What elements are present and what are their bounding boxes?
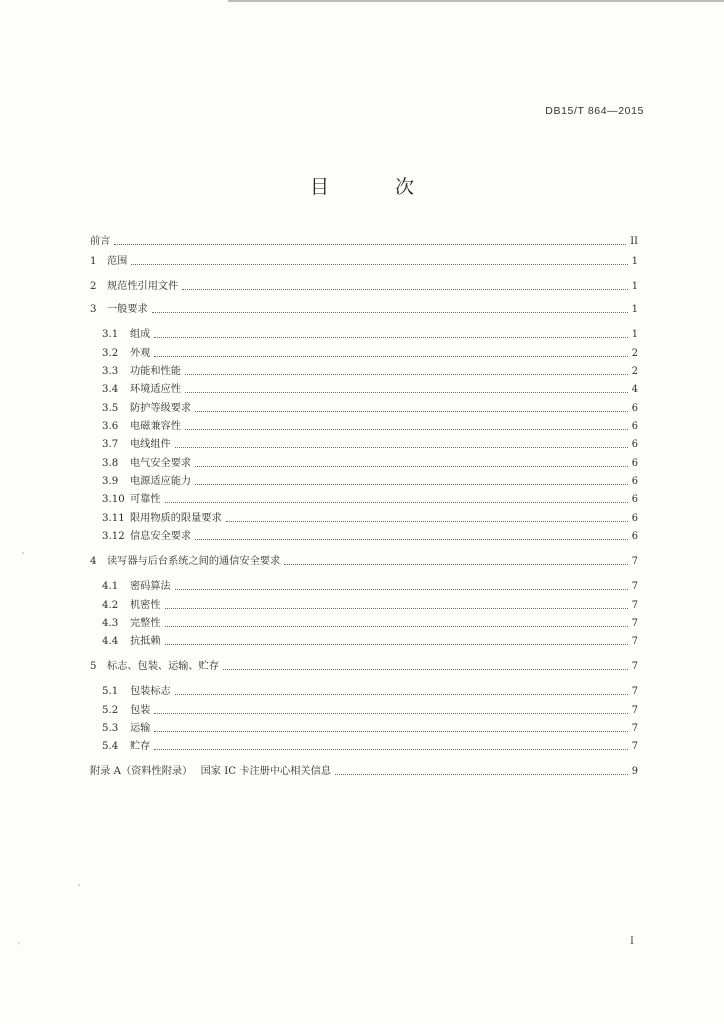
toc-row[interactable] [102,433,638,451]
toc-leader-dots [175,694,628,695]
toc-section-number: 5 [90,661,97,672]
toc-page-number: 7 [631,581,638,592]
toc-leader-dots [165,608,628,609]
toc-page-number: 7 [631,705,638,716]
toc-row[interactable] [102,699,638,717]
toc-page-number: 2 [631,366,638,377]
toc-row[interactable] [102,452,638,470]
toc-leader-dots [175,447,628,448]
toc-entry-label: 电线组件 [130,439,171,450]
toc-section-number: 3.3 [102,366,119,377]
toc-entry-label: 标志、包装、运输、贮存 [107,661,220,672]
toc-page-number: 1 [631,329,638,340]
toc-entry-label: 前言 [90,236,111,247]
toc-page-number: 6 [631,476,638,487]
toc-row[interactable] [102,612,638,630]
toc-section-number: 3.8 [102,458,119,469]
toc-row[interactable] [102,397,638,415]
toc-entry-label: 完整性 [130,618,161,629]
toc-row[interactable] [90,230,638,248]
toc-page-number: 7 [631,556,638,567]
toc-row[interactable] [90,760,638,778]
toc-row[interactable] [90,298,638,316]
toc-leader-dots [154,749,627,750]
toc-section-number: 4.3 [102,618,119,629]
toc-entry-label: 附录 A（资料性附录） 国家 IC 卡注册中心相关信息 [90,766,331,777]
toc-section-number: 2 [90,281,97,292]
toc-section-number: 3.9 [102,476,119,487]
toc-entry-label: 外观 [130,348,151,359]
toc-row[interactable] [102,507,638,525]
toc-leader-dots [223,669,628,670]
toc-row[interactable] [102,415,638,433]
toc-section-number: 3.5 [102,403,119,414]
toc-section-number: 4.2 [102,600,119,611]
toc-row[interactable] [102,594,638,612]
toc-entry-label: 环境适应性 [130,384,181,395]
toc-section-number: 4.4 [102,636,119,647]
toc-leader-dots [154,337,627,338]
toc-row[interactable] [102,525,638,543]
toc-entry-label: 信息安全要求 [130,531,192,542]
scan-top-edge [228,0,724,2]
toc-section-number: 4 [90,556,97,567]
toc-entry-label: 组成 [130,329,151,340]
scan-speck [78,884,80,886]
toc-entry-label: 包装标志 [130,686,171,697]
toc-section-number: 4.1 [102,581,119,592]
toc-entry-label: 电气安全要求 [130,458,192,469]
toc-leader-dots [131,264,627,265]
toc-entry-label: 可靠性 [130,494,161,505]
toc-row[interactable] [102,630,638,648]
toc-entry-label: 读写器与后台系统之间的通信安全要求 [107,556,281,567]
toc-entry-label: 机密性 [130,600,161,611]
toc-page-number: 6 [631,421,638,432]
toc-entry-label: 规范性引用文件 [107,281,179,292]
toc-entry-label: 限用物质的限量要求 [130,513,222,524]
toc-entry-label: 防护等级要求 [130,403,192,414]
toc-page-number: 7 [631,741,638,752]
toc-row[interactable] [102,360,638,378]
toc-leader-dots [185,429,628,430]
toc-leader-dots [152,312,628,313]
toc-section-number: 3 [90,304,97,315]
toc-section-number: 3.1 [102,329,119,340]
toc-page-number: 6 [631,494,638,505]
toc-section-number: 1 [90,256,97,267]
toc-section-number: 3.4 [102,384,119,395]
toc-leader-dots [114,244,626,245]
toc-entry-label: 一般要求 [107,304,148,315]
toc-entry-label: 贮存 [130,741,151,752]
toc-section-number: 5.1 [102,686,119,697]
toc-entry-label: 电磁兼容性 [130,421,181,432]
toc-leader-dots [175,589,628,590]
toc-page-number: 6 [631,439,638,450]
toc-section-number: 3.7 [102,439,119,450]
toc-row[interactable] [90,250,638,268]
toc-page-number: 6 [631,458,638,469]
toc-page-number: 1 [631,304,638,315]
toc-page-number: 1 [631,256,638,267]
scan-speck [18,942,19,945]
toc-leader-dots [154,731,627,732]
toc-page-number: 7 [631,686,638,697]
toc-row[interactable] [102,378,638,396]
toc-page-number: 7 [631,661,638,672]
toc-page-number: 2 [631,348,638,359]
toc-leader-dots [165,626,628,627]
toc-leader-dots [185,374,628,375]
toc-entry-label: 运输 [130,723,151,734]
toc-leader-dots [154,713,627,714]
toc-section-number: 3.6 [102,421,119,432]
toc-row[interactable] [90,655,638,673]
toc-page-number: 7 [631,723,638,734]
toc-entry-label: 抗抵赖 [130,636,161,647]
toc-row[interactable] [102,735,638,753]
toc-page-number: 6 [631,531,638,542]
toc-row[interactable] [102,575,638,593]
toc-page-number: 4 [631,384,638,395]
toc-page-number: 7 [631,618,638,629]
toc-section-number: 5.3 [102,723,119,734]
toc-page-number: 6 [631,403,638,414]
toc-leader-dots [165,502,628,503]
page-number: I [630,936,634,947]
toc-row[interactable] [90,275,638,293]
toc-leader-dots [335,774,628,775]
toc-entry-label: 包装 [130,705,151,716]
toc-leader-dots [165,644,628,645]
toc-entry-label: 范围 [107,256,128,267]
toc-leader-dots [195,411,628,412]
toc-page-number: 7 [631,636,638,647]
toc-entry-label: 电源适应能力 [130,476,192,487]
toc-page-number: 7 [631,600,638,611]
scan-speck [22,552,24,554]
toc-section-number: 3.11 [102,513,125,524]
toc-leader-dots [195,484,628,485]
toc-section-number: 3.10 [102,494,125,505]
toc-leader-dots [185,392,628,393]
toc-row[interactable] [102,342,638,360]
toc-page-number: 6 [631,513,638,524]
toc-row[interactable] [102,323,638,341]
toc-section-number: 5.2 [102,705,119,716]
toc-row[interactable] [90,550,638,568]
toc-section-number: 5.4 [102,741,119,752]
toc-entry-label: 功能和性能 [130,366,181,377]
toc-page-number: II [630,236,638,247]
toc-section-number: 3.12 [102,531,125,542]
toc-leader-dots [284,564,628,565]
toc-leader-dots [195,466,628,467]
toc-row[interactable] [102,717,638,735]
toc-row[interactable] [102,680,638,698]
toc-leader-dots [154,356,627,357]
toc-row[interactable] [102,470,638,488]
document-code: DB15/T 864—2015 [545,105,644,117]
toc-page-number: 1 [631,281,638,292]
toc-leader-dots [195,539,628,540]
toc-leader-dots [226,521,628,522]
toc-entry-label: 密码算法 [130,581,171,592]
toc-leader-dots [182,289,627,290]
toc-page-number: 9 [631,766,638,777]
page-title: 目 次 [309,176,445,198]
toc-row[interactable] [102,488,638,506]
toc-section-number: 3.2 [102,348,119,359]
